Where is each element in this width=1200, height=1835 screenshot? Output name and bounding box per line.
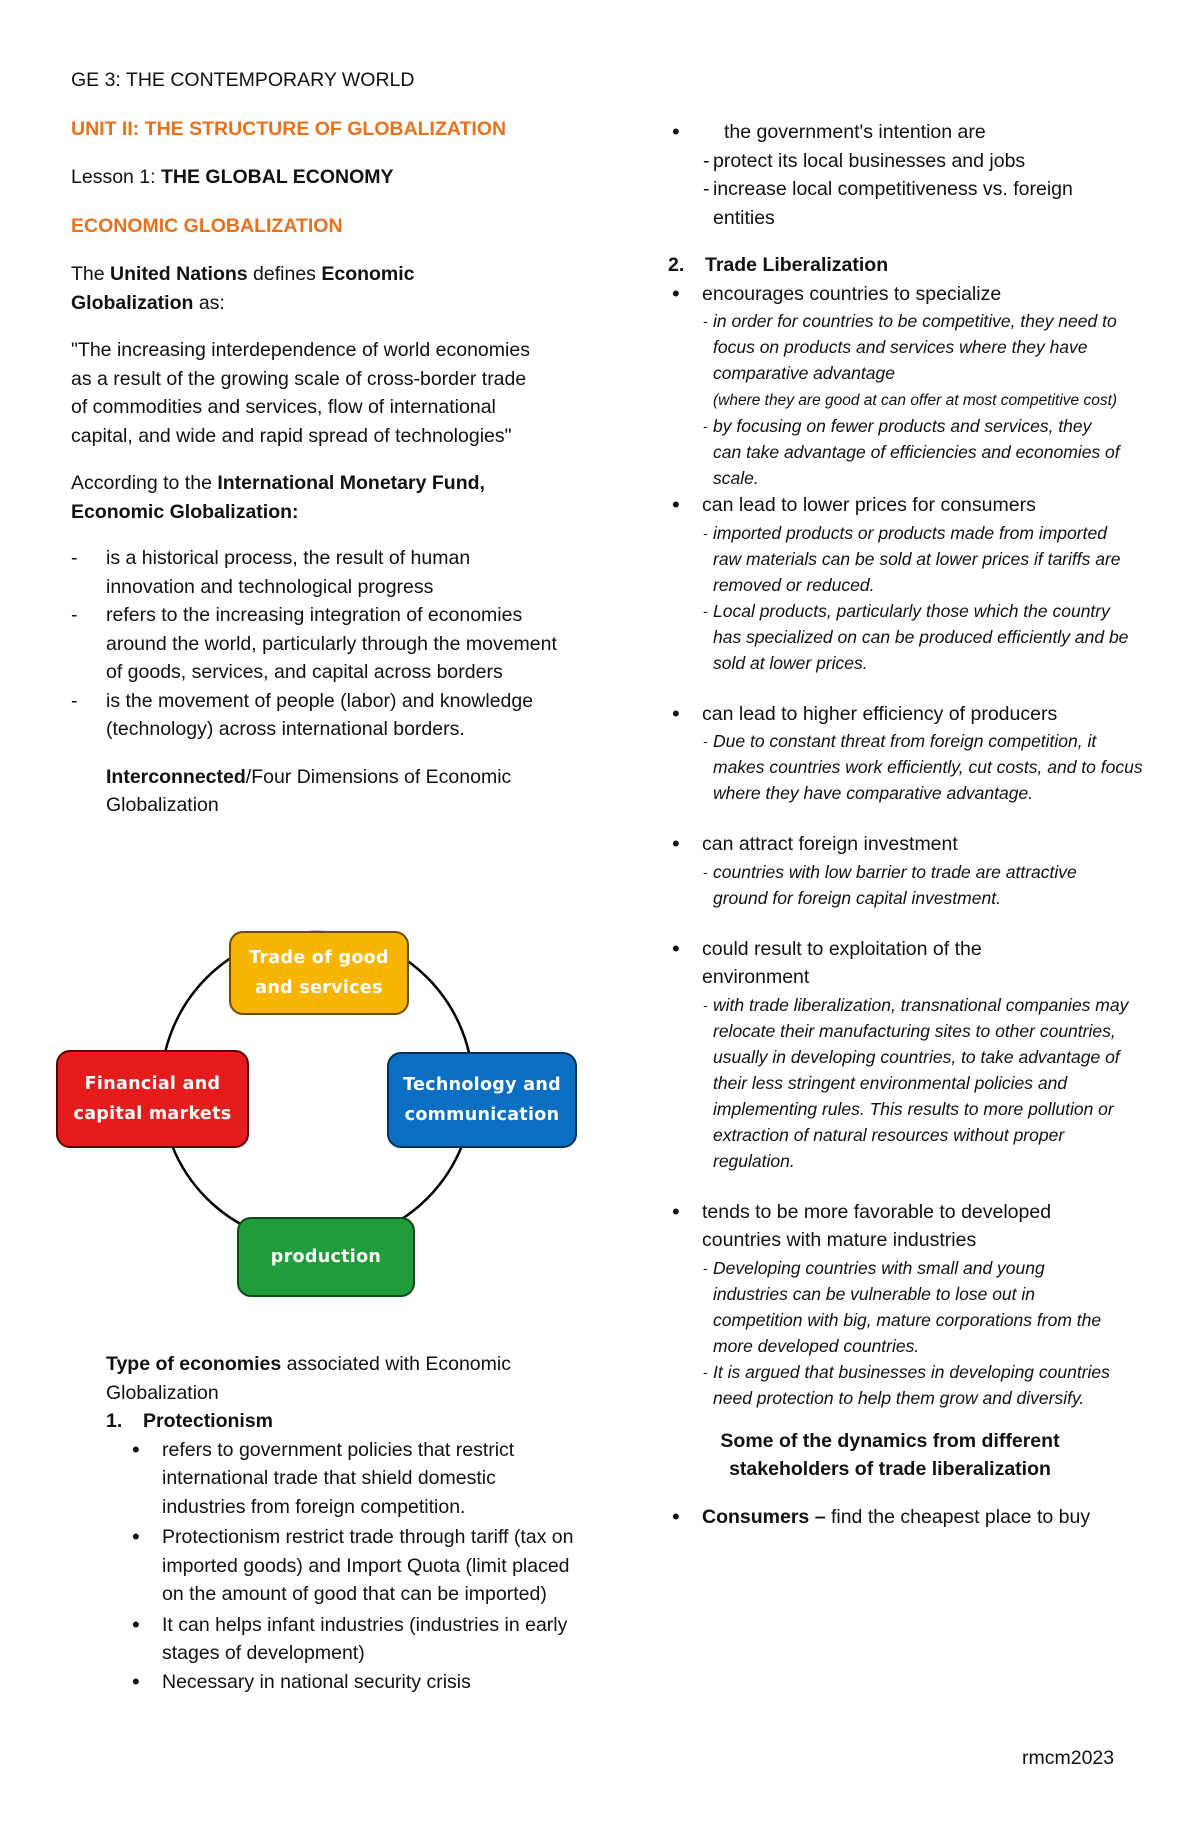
list-item: - is a historical process, the result of human innovation and technological progress [71,544,561,601]
box-technology: Technology and communication [387,1052,577,1148]
list-item: - Due to constant threat from foreign competition, it makes countries work efficiently, cut costs, and to focus where they have comparative advantage. [668,728,1143,806]
dynamics-heading: Some of the dynamics from different stakeholders of trade liberalization [720,1429,1060,1480]
protectionism-title: 1. Protectionism [106,1410,274,1432]
four-dimensions-diagram [0,0,600,1300]
protectionism-list [106,1436,576,1697]
right-column [668,118,1148,1531]
un-definition-intro: The United Nations defines Economic Globalization as: [71,263,415,314]
section-title: ECONOMIC GLOBALIZATION [71,214,343,237]
footer-signature: rmcm2023 [1022,1747,1115,1769]
list-item: - refers to the increasing integration of economies around the world, particularly through the movement of goods, services, and capital across borders [71,601,561,687]
list-item: • It can helps infant industries (industries in early stages of development) [128,1611,576,1668]
list-item: • can lead to lower prices for consumers [668,491,1148,520]
un-definition-quote: "The increasing interdependence of world economies as a result of the growing scale of cross-border trade of commodities and services, flow of international capital, and wide and rapid spread of technologies" [71,339,530,447]
list-item: - Developing countries with small and young industries can be vulnerable to lose out in competition with big, mature corporations from the more developed countries. [668,1255,1123,1359]
list-item: - by focusing on fewer products and services, they can take advantage of efficiencies and economies of scale. [668,413,1123,491]
list-item: • can attract foreign investment [668,830,1148,859]
types-section [106,1350,576,1696]
list-item: - increase local competitiveness vs. foreign entities [668,175,1108,232]
dynamics-list [668,1503,1108,1532]
list-item: - with trade liberalization, transnational companies may relocate their manufacturing sites to other countries, usually in developing countries, to take advantage of their less stringent environmental policies and implementing rules. This results to more pollution or extraction of natural resources without proper regulation. [668,992,1143,1174]
imf-intro: According to the International Monetary Fund, Economic Globalization: [71,472,485,523]
list-item: • refers to government policies that restrict international trade that shield domestic industries from foreign competition. [128,1436,576,1522]
list-item: - is the movement of people (labor) and knowledge (technology) across international borders. [71,687,561,744]
protectionism-list-cont [690,118,1148,147]
lesson-title: Lesson 1: THE GLOBAL ECONOMY [71,166,394,188]
list-item: - Local products, particularly those which the country has specialized on can be produced efficiently and be sold at lower prices. [668,598,1133,676]
list-item: - imported products or products made from imported raw materials can be sold at lower prices if tariffs are removed or reduced. [668,520,1133,598]
diagram-heading: Interconnected/Four Dimensions of Economic Globalization [106,765,512,816]
list-item: - It is argued that businesses in developing countries need protection to help them grow and diversify. [668,1359,1123,1411]
box-trade: Trade of good and services [229,931,409,1015]
list-item: • encourages countries to specialize [668,280,1148,309]
list-item: • Consumers – find the cheapest place to buy [668,1503,1108,1532]
list-item: - in order for countries to be competitive, they need to focus on products and services where they have comparative advantage (where they are good at can offer at most competitive cost) [668,308,1123,413]
list-item: - protect its local businesses and jobs [668,147,1108,176]
trade-list [668,280,1148,1411]
box-financial: Financial and capital markets [56,1050,249,1148]
trade-title: 2. Trade Liberalization [668,254,889,276]
list-item: • could result to exploitation of the environment [668,935,1022,992]
list-item: • Necessary in national security crisis [128,1668,576,1697]
unit-title: UNIT II: THE STRUCTURE OF GLOBALIZATION [71,117,507,140]
course-title: GE 3: THE CONTEMPORARY WORLD [71,69,415,91]
list-item: • tends to be more favorable to developed countries with mature industries [668,1198,1132,1255]
intentions-list [668,147,1108,233]
types-heading: Type of economies associated with Economic Globalization [106,1353,511,1404]
list-item: • can lead to higher efficiency of producers [668,700,1148,729]
list-item: • the government's intention are [668,118,1148,147]
box-production: production [237,1217,415,1297]
list-item: - countries with low barrier to trade are attractive ground for foreign capital investment. [668,859,1093,911]
list-item: • Protectionism restrict trade through tariff (tax on imported goods) and Import Quota (limit placed on the amount of good that can be imported) [128,1523,576,1609]
